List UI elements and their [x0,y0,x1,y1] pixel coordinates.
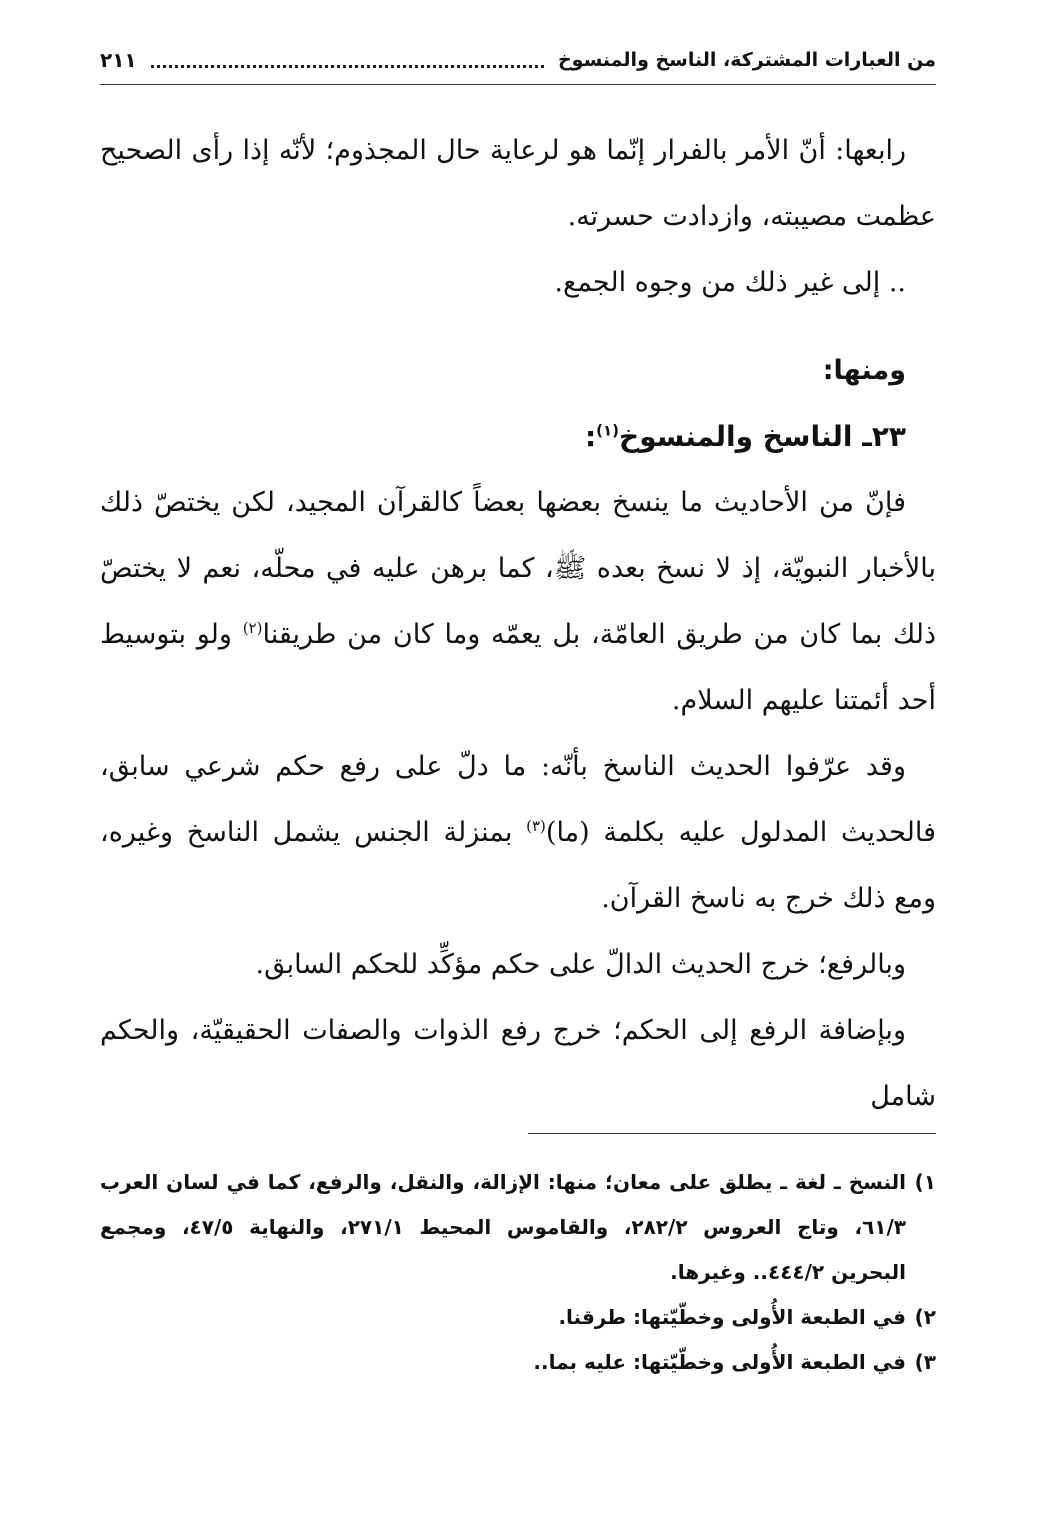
paragraph-definition-text-a: وقد عرّفوا الحديث الناسخ بأنّه: ما دلّ على رفع حكم شرعي سابق، فالحديث المدلول عليه بكلمة (ما) [100,751,936,848]
footnote-ref-1: (١) [596,421,620,440]
footnote-3 [100,1340,936,1385]
main-text [100,118,936,1130]
section-heading [100,404,936,470]
spacer [100,316,936,338]
footnote-divider [528,1133,936,1134]
footnote-2 [100,1295,936,1340]
book-page [100,0,936,1515]
footnote-text: في الطبعة الأُولى وخطّيّتها: طرقنا. [558,1305,906,1329]
paragraph-other-reconciliations: .. إلى غير ذلك من وجوه الجمع. [554,267,906,298]
footnote-text: النسخ ـ لغة ـ يطلق على معان؛ منها: الإزالة، والنقل، والرفع، كما في لسان العرب ٦١/٣، وتاج العروس ٢٨٢/٢، والقاموس المحيط ٢٧١/١، والنهاية ٤٧/٥، ومجمع البحرين ٤٤٤/٢.. وغيرها. [100,1170,907,1284]
paragraph-fourth-reason: رابعها: أنّ الأمر بالفرار إنّما هو لرعاية حال المجذوم؛ لأنّه إذا رأى الصحيح عظمت مصيبته، وازدادت حسرته. [100,135,936,232]
paragraph-definition-text-b: بمنزلة الجنس يشمل الناسخ وغيره، ومع ذلك خرج به ناسخ القرآن. [100,817,936,914]
header-title: من العبارات المشتركة، الناسخ والمنسوخ [557,49,936,71]
page-number: ٢١١ [100,48,137,72]
footnote-1 [100,1160,936,1295]
paragraph-abrogation-intro [100,470,936,734]
paragraph-by-adding-removal: وبإضافة الرفع إلى الحكم؛ خرج رفع الذوات والصفات الحقيقيّة، والحكم شامل [100,1015,936,1112]
header-divider [100,84,936,85]
footnote-number: ١) [914,1170,936,1194]
footnote-ref-2: (٢) [242,619,263,637]
footnote-ref-3: (٣) [526,817,546,835]
footnote-text: في الطبعة الأُولى وخطّيّتها: عليه بما.. [533,1350,906,1374]
paragraph-definition [100,734,936,932]
footnotes [100,1160,936,1385]
paragraph-abrogation-text-b: ولو بتوسيط أحد أئمتنا عليهم السلام. [100,619,936,716]
header-dot-leader [151,65,544,68]
footnote-number: ٣) [914,1350,936,1374]
section-heading-text: ٢٣ـ الناسخ والمنسوخ [619,420,906,453]
footnote-number: ٢) [914,1305,936,1329]
running-header [100,40,936,80]
section-label: ومنها: [822,355,906,386]
paragraph-abrogation-text-a: فإنّ من الأحاديث ما ينسخ بعضها بعضاً كالقرآن المجيد، لكن يختصّ ذلك بالأخبار النبويّة، إذ لا نسخ بعده ﷺ، كما برهن عليه في محلّه، نعم لا يختصّ ذلك بما كان من طريق العامّة، بل يعمّه وما كان من طريقنا [100,487,936,650]
paragraph-by-removal: وبالرفع؛ خرج الحديث الدالّ على حكم مؤكِّد للحكم السابق. [255,949,906,980]
section-heading-colon: : [584,420,597,453]
